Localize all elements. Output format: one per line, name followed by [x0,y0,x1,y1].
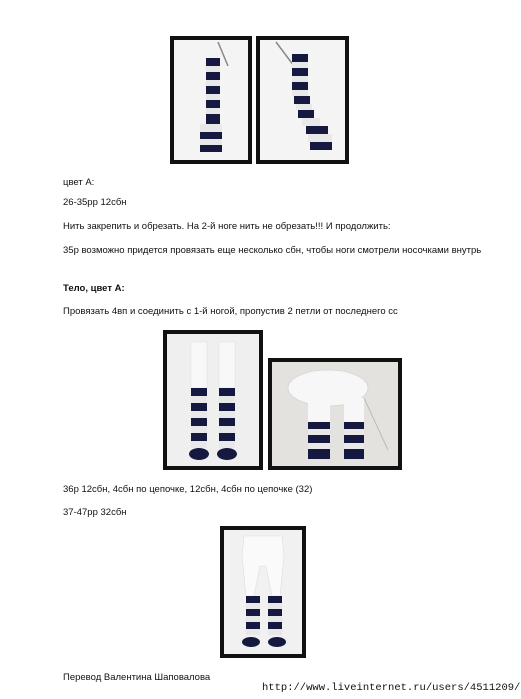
photo-leg-2 [256,36,349,164]
photo-leg-1 [170,36,252,164]
paragraph-row-36: 36р 12сбн, 4сбн по цепочке, 12сбн, 4сбн по цепочке (32) [63,484,313,495]
body-heading-rest: цвет А: [87,283,125,294]
translator-credit: Перевод Валентина Шаповалова [63,672,211,683]
photo-body-joined [268,358,402,470]
source-url-watermark: http://www.liveinternet.ru/users/4511209/ [262,682,521,694]
paragraph-rows-26-35: 26-35рр 12сбн [63,197,127,208]
paragraph-color-a: цвет А: [63,177,95,188]
paragraph-fasten-thread: Нить закрепить и обрезать. На 2-й ноге нить не обрезать!!! И продолжить: [63,221,391,232]
paragraph-chain-join: Провязать 4вп и соединить с 1-й ногой, пропустив 2 петли от последнего сс [63,306,398,317]
paragraph-rows-37-47: 37-47рр 32сбн [63,507,127,518]
body-heading-bold: Тело, [63,283,88,294]
photo-legs-pair [163,330,263,470]
paragraph-row-35-note: 35р возможно придется провязать еще несколько сбн, чтобы ноги смотрели носочками внутрь [63,245,482,256]
photo-body-legs-finished [220,526,306,658]
paragraph-body-heading [63,283,125,295]
